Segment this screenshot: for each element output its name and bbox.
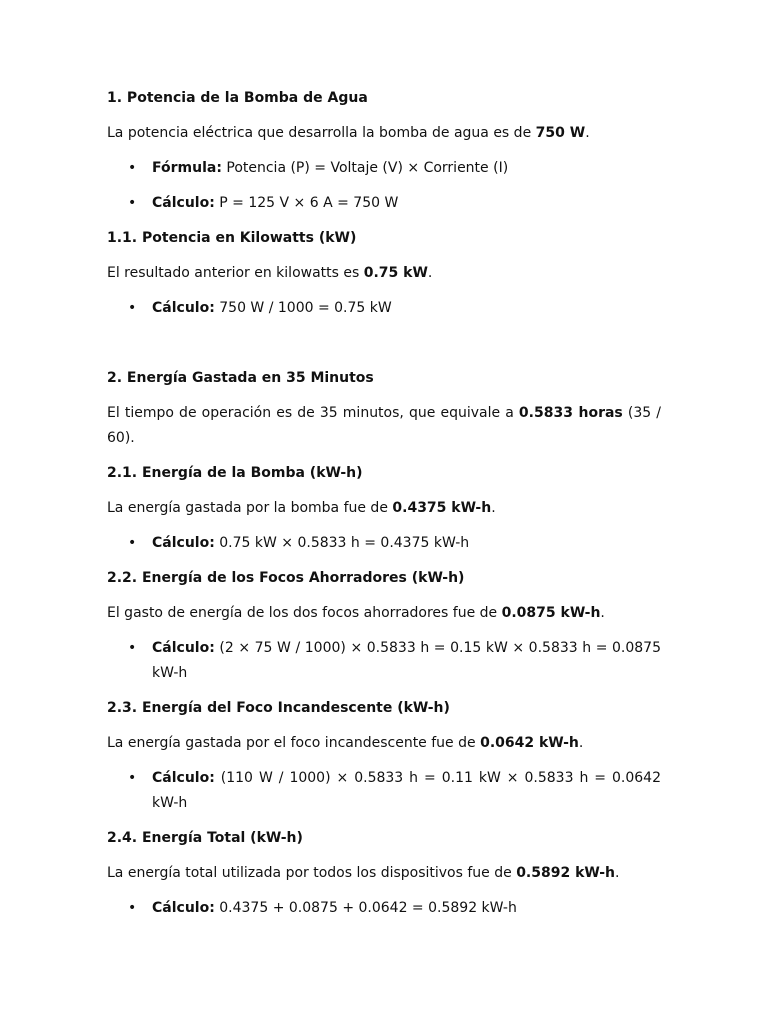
section-2-3-paragraph [107,731,661,756]
section-1-text: La potencia eléctrica que desarrolla la bomba de agua es de [107,125,536,141]
section-2-4-value: 0.5892 kW-h [516,865,615,881]
list-item [107,191,661,216]
section-1-1-paragraph [107,261,661,286]
section-1-paragraph [107,121,661,146]
section-1-value: 750 W [535,125,586,141]
section-1-1-value: 0.75 kW [363,265,428,281]
section-2-3-text: La energía gastada por el foco incandescente fue de [107,735,481,751]
list-item [107,531,661,556]
list-item-label: Cálculo: [152,640,215,656]
section-spacer [107,331,661,366]
list-item-text: Potencia (P) = Voltaje (V) × Corriente (I) [221,160,509,176]
list-item [107,896,661,921]
section-2-2-value: 0.0875 kW-h [501,605,601,621]
section-1-1-text-end: . [427,265,433,281]
list-item-text: 0.4375 + 0.0875 + 0.0642 = 0.5892 kW-h [214,900,517,916]
section-2-1-text-end: . [491,500,496,516]
section-2-value: 0.5833 horas [518,405,623,421]
section-2-1-paragraph [107,496,661,521]
section-2-2-list [107,636,661,686]
section-2-2-text: El gasto de energía de los dos focos ahorradores fue de [107,605,502,621]
section-2-4-paragraph [107,861,661,886]
list-item-label: Cálculo: [152,300,215,316]
list-item-label: Cálculo: [152,535,215,551]
list-item-label: Cálculo: [152,770,215,786]
list-item [107,156,661,181]
section-2-text-end: (35 / 60). [107,405,661,446]
document-page [107,86,661,931]
list-item-text: 0.75 kW × 0.5833 h = 0.4375 kW-h [214,535,470,551]
list-item-text: (2 × 75 W / 1000) × 0.5833 h = 0.15 kW × 0.5833 h = 0.0875 kW-h [152,640,661,681]
section-2-4-text: La energía total utilizada por todos los dispositivos fue de [107,865,517,881]
section-2-4-text-end: . [615,865,620,881]
section-1-heading: 1. Potencia de la Bomba de Agua [107,90,368,106]
section-2-3-heading: 2.3. Energía del Foco Incandescente (kW-h) [107,700,450,716]
bullet-icon: • [128,195,137,211]
section-2-3-list [107,766,661,816]
section-1-1-heading: 1.1. Potencia en Kilowatts (kW) [107,230,357,246]
list-item [107,296,661,321]
section-2-1-list [107,531,661,556]
list-item-text: (110 W / 1000) × 0.5833 h = 0.11 kW × 0.5833 h = 0.0642 kW-h [152,770,661,811]
list-item [107,636,661,686]
section-2-text: El tiempo de operación es de 35 minutos, que equivale a [107,405,519,421]
bullet-icon: • [128,900,137,916]
list-item [107,766,661,816]
list-item-text: 750 W / 1000 = 0.75 kW [214,300,392,316]
section-1-1-list [107,296,661,321]
bullet-icon: • [128,640,137,656]
list-item-label: Fórmula: [152,160,222,176]
section-2-3-value: 0.0642 kW-h [480,735,579,751]
section-2-4-heading: 2.4. Energía Total (kW-h) [107,830,303,846]
bullet-icon: • [128,160,137,176]
section-2-heading: 2. Energía Gastada en 35 Minutos [107,370,374,386]
section-2-2-paragraph [107,601,661,626]
section-2-1-text: La energía gastada por la bomba fue de [107,500,393,516]
list-item-text: P = 125 V × 6 A = 750 W [214,195,399,211]
section-1-list [107,156,661,216]
section-1-text-end: . [585,125,590,141]
section-2-1-heading: 2.1. Energía de la Bomba (kW-h) [107,465,363,481]
section-2-2-heading: 2.2. Energía de los Focos Ahorradores (kW-h) [107,570,465,586]
bullet-icon: • [128,300,137,316]
section-2-2-text-end: . [600,605,605,621]
list-item-label: Cálculo: [152,195,215,211]
section-2-paragraph [107,401,661,451]
list-item-label: Cálculo: [152,900,215,916]
section-2-4-list [107,896,661,921]
section-1-1-text: El resultado anterior en kilowatts es [107,265,364,281]
section-2-3-text-end: . [578,735,584,751]
section-2-1-value: 0.4375 kW-h [392,500,492,516]
bullet-icon: • [128,535,137,551]
bullet-icon: • [128,770,137,786]
